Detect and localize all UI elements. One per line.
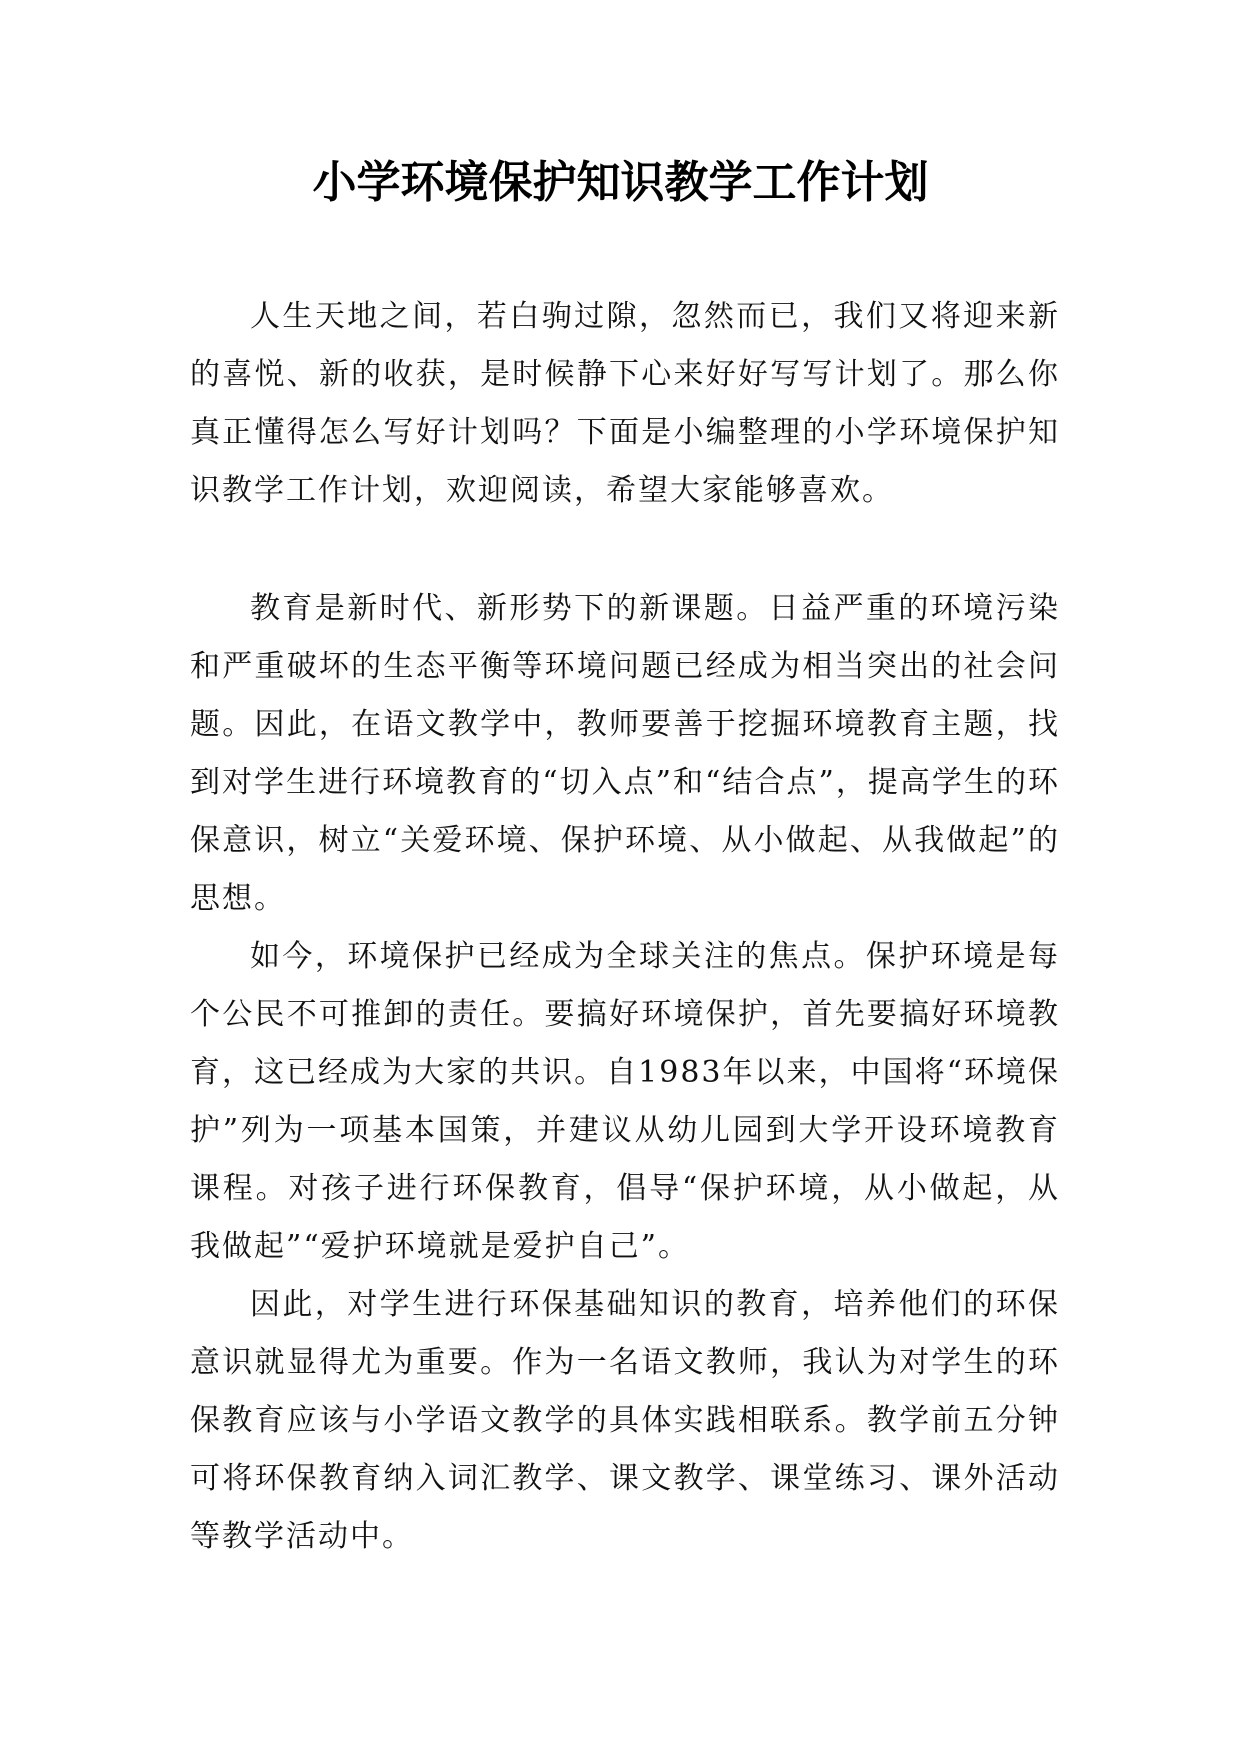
paragraph-intro: 人生天地之间，若白驹过隙，忽然而已，我们又将迎来新的喜悦、新的收获，是时候静下心来好好写写计划了。那么你真正懂得怎么写好计划吗？下面是小编整理的小学环境保护知识教学工作计划，欢迎阅读，希望大家能够喜欢。 [190, 299, 1060, 508]
paragraph-teaching-practice: 因此，对学生进行环保基础知识的教育，培养他们的环保意识就显得尤为重要。作为一名语文教师，我认为对学生的环保教育应该与小学语文教学的具体实践相联系。教学前五分钟可将环保教育纳入词汇教学、课文教学、课堂练习、课外活动等教学活动中。 [190, 1287, 1060, 1554]
paragraph-global-focus: 如今，环境保护已经成为全球关注的焦点。保护环境是每个公民不可推卸的责任。要搞好环境保护，首先要搞好环境教育，这已经成为大家的共识。自1983年以来，中国将“环境保护”列为一项基本国策，并建议从幼儿园到大学开设环境教育课程。对孩子进行环保教育，倡导“保护环境，从小做起，从我做起”“爱护环境就是爱护自己”。 [190, 939, 1060, 1264]
paragraph-education-topic: 教育是新时代、新形势下的新课题。日益严重的环境污染和严重破坏的生态平衡等环境问题已经成为相当突出的社会问题。因此，在语文教学中，教师要善于挖掘环境教育主题，找到对学生进行环境教育的“切入点”和“结合点”，提高学生的环保意识，树立“关爱环境、保护环境、从小做起、从我做起”的思想。 [190, 591, 1060, 916]
document-title: 小学环境保护知识教学工作计划 [312, 157, 929, 208]
